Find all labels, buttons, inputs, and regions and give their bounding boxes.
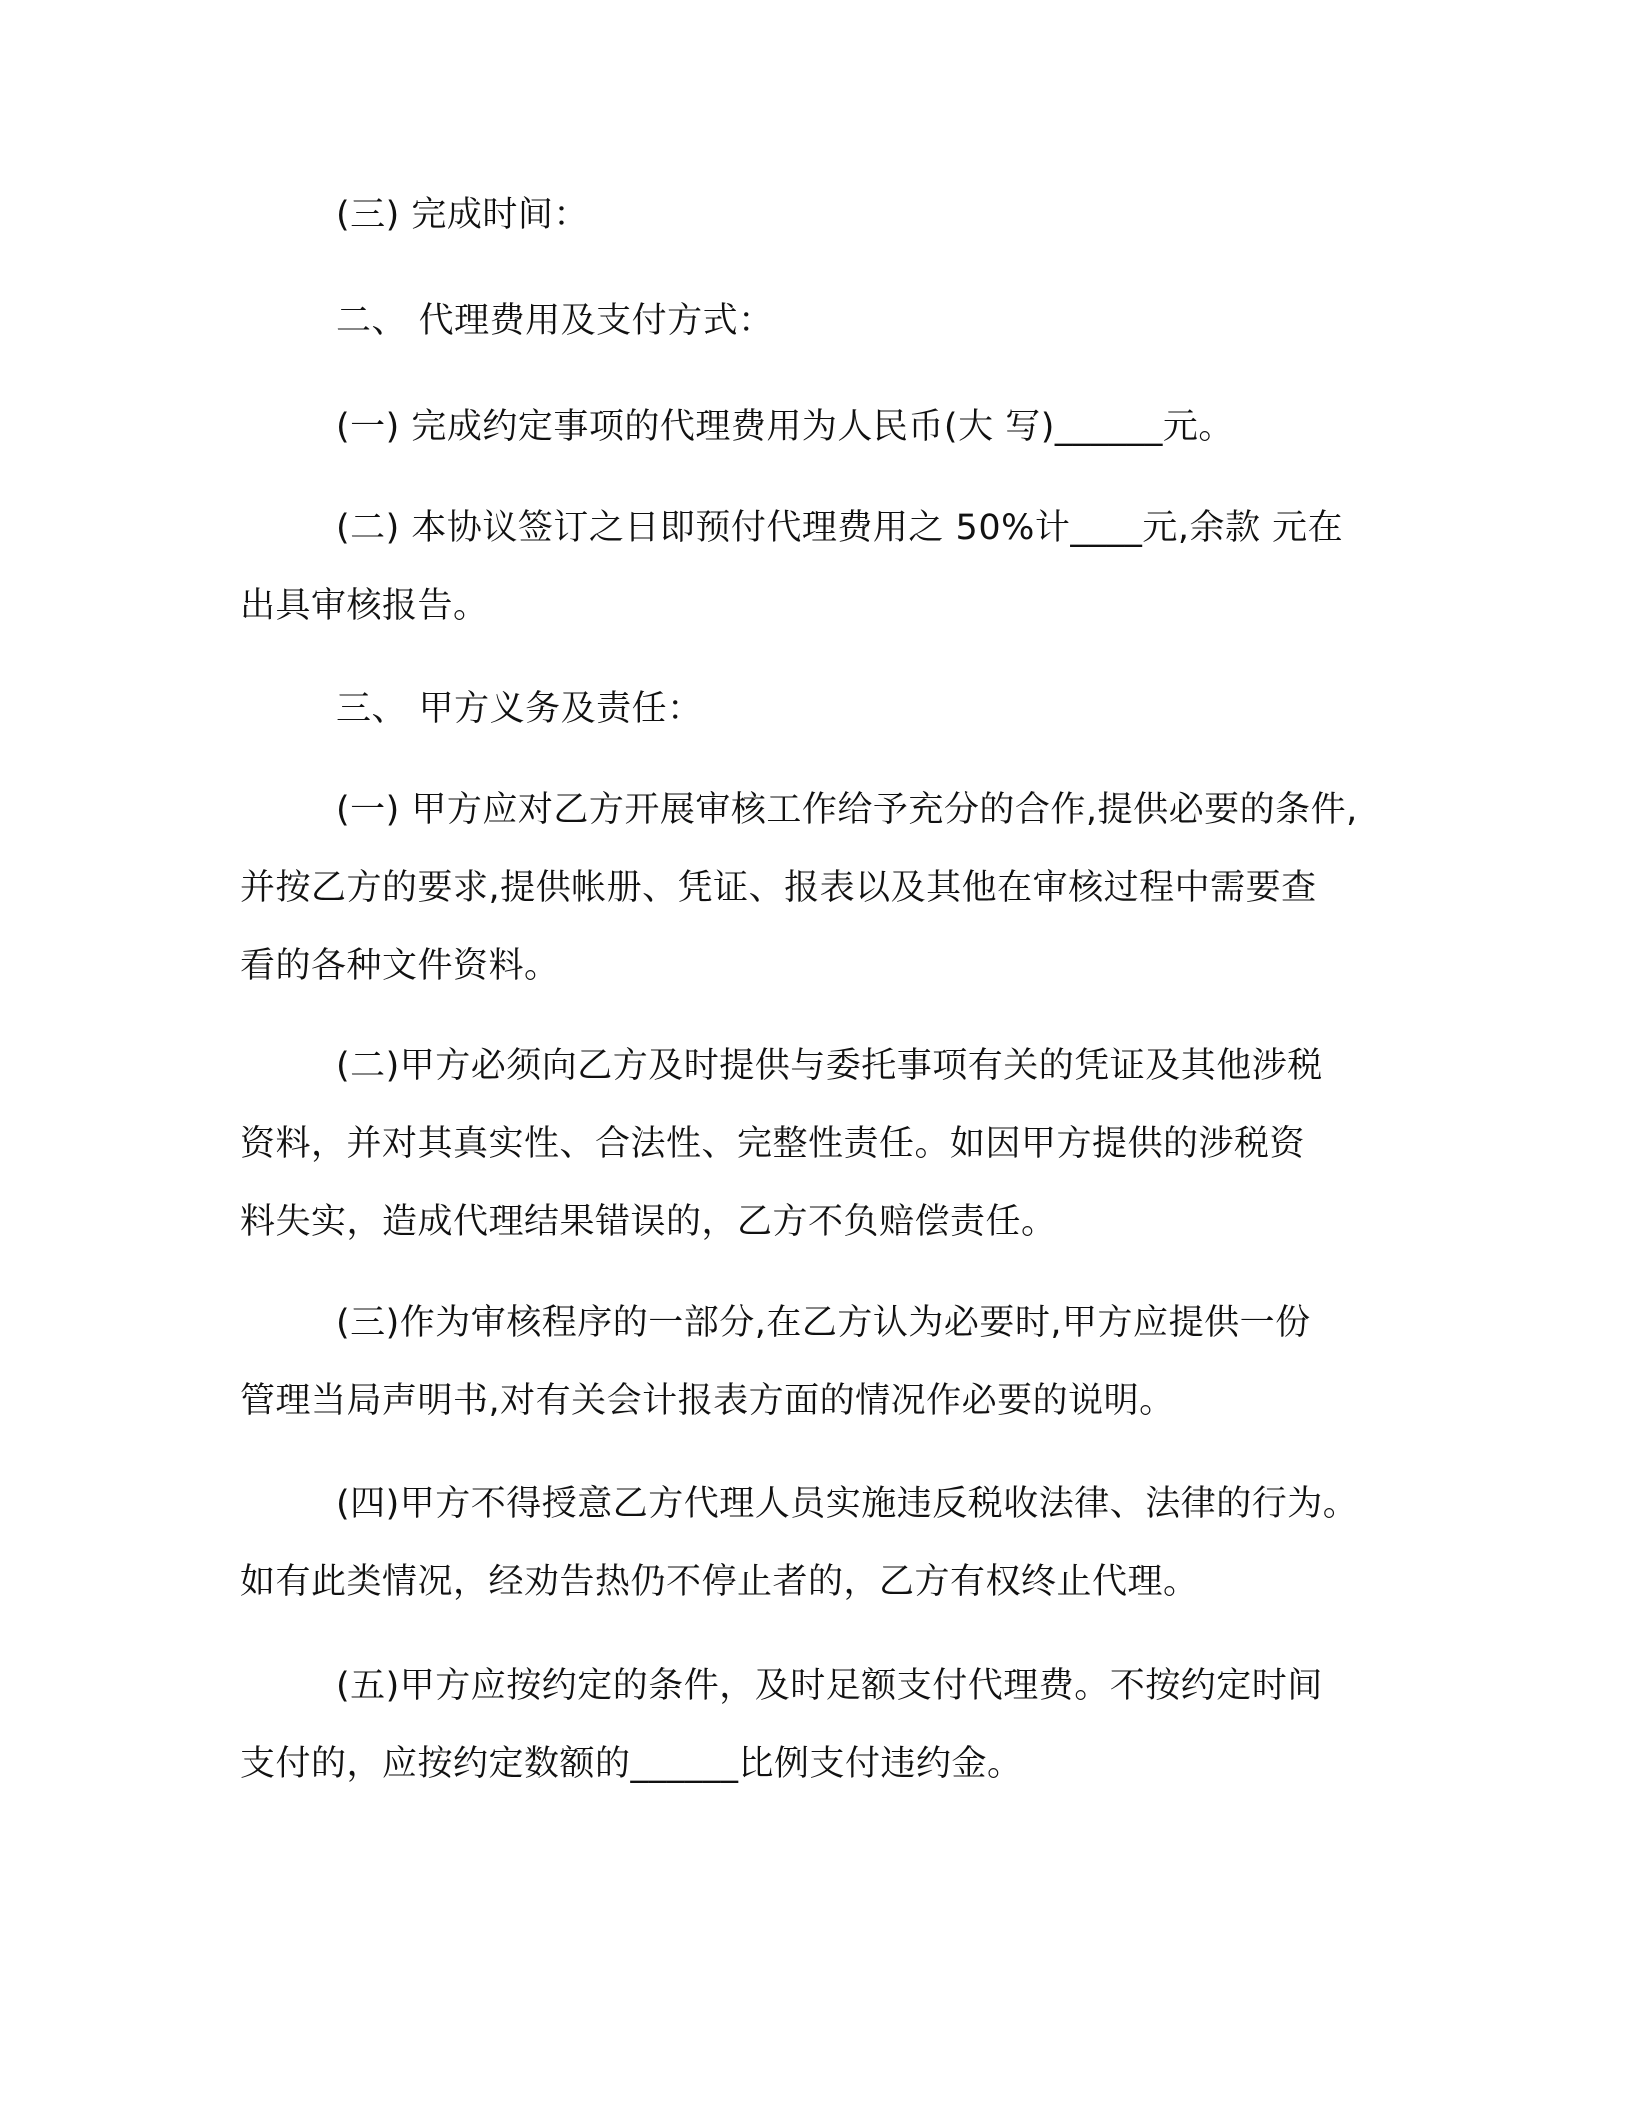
clause-completion-time — [240, 176, 1420, 254]
paragraph-line: (三)作为审核程序的一部分,在乙方认为必要时,甲方应提供一份 — [336, 1303, 1311, 1343]
section-heading: 二、 代理费用及支付方式： — [336, 301, 774, 341]
paragraph-line: 如有此类情况，经劝告热仍不停止者的，乙方有权终止代理。 — [240, 1562, 1199, 1602]
paragraph-line: 支付的，应按约定数额的______比例支付违约金。 — [240, 1744, 1023, 1784]
paragraph-line: (四)甲方不得授意乙方代理人员实施违反税收法律、法律的行为。 — [336, 1484, 1359, 1524]
clause-management-statement — [240, 1284, 1420, 1440]
paragraph-line: (二) 本协议签订之日即预付代理费用之 50%计____元,余款 元在 — [336, 508, 1344, 548]
paragraph-line: (五)甲方应按约定的条件，及时足额支付代理费。不按约定时间 — [336, 1666, 1323, 1706]
clause-cooperation — [240, 771, 1420, 1005]
paragraph-line: 管理当局声明书,对有关会计报表方面的情况作必要的说明。 — [240, 1381, 1175, 1421]
paragraph-line: (三) 完成时间： — [336, 195, 589, 235]
paragraph-line: (一) 完成约定事项的代理费用为人民币(大 写)______元。 — [336, 407, 1234, 447]
section-heading-party-a — [240, 670, 1420, 748]
section-heading: 三、 甲方义务及责任： — [336, 689, 703, 729]
clause-prepayment — [240, 489, 1420, 645]
section-heading-fees — [240, 282, 1420, 360]
paragraph-line: (二)甲方必须向乙方及时提供与委托事项有关的凭证及其他涉税 — [336, 1046, 1323, 1086]
paragraph-line: 并按乙方的要求,提供帐册、凭证、报表以及其他在审核过程中需要查 — [240, 868, 1317, 908]
clause-no-violation — [240, 1465, 1420, 1621]
clause-payment-penalty — [240, 1647, 1420, 1803]
clause-provide-documents — [240, 1027, 1420, 1261]
paragraph-line: 看的各种文件资料。 — [240, 946, 560, 986]
paragraph-line: (一) 甲方应对乙方开展审核工作给予充分的合作,提供必要的条件, — [336, 790, 1358, 830]
clause-fee-amount — [240, 388, 1420, 466]
paragraph-line: 料失实，造成代理结果错误的，乙方不负赔偿责任。 — [240, 1202, 1057, 1242]
paragraph-line: 出具审核报告。 — [240, 586, 489, 626]
paragraph-line: 资料，并对其真实性、合法性、完整性责任。如因甲方提供的涉税资 — [240, 1124, 1306, 1164]
